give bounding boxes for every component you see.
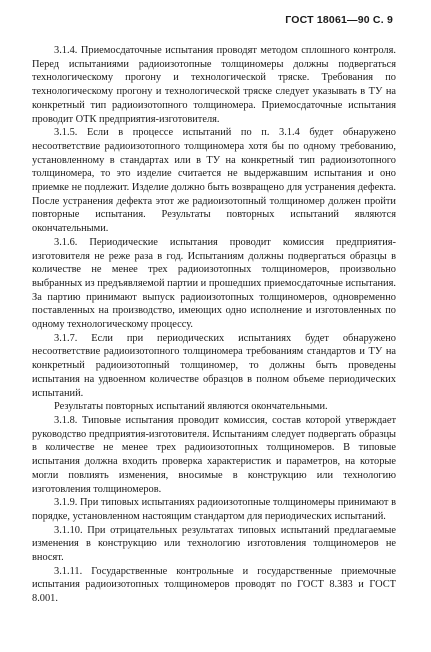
document-body (32, 44, 396, 606)
paragraph-3-1-4: 3.1.4. Приемосдаточные испытания проводят методом сплошного контроля. Перед испытаниями радиоизотопные толщиномеры должны подвергаться технологическому прогону и технологической тряске. Требования по технологическому прогону и технологической тряске следует указывать в ТУ на конкретный тип радиоизотопного толщиномера. Приемосдаточные испытания проводит ОТК предприятия-изготовителя. (32, 45, 396, 125)
paragraph-3-1-7-result: Результаты повторных испытаний являются окончательными. (54, 401, 328, 413)
paragraph-3-1-6: 3.1.6. Периодические испытания проводит комиссия предприятия-изготовителя не реже раза в год. Испытаниям должны подвергаться образцы в количестве не менее трех радиоизотопных толщиномеров, произвольно выбранных из предъявляемой партии и прошедших приемосдаточные испытания. За партию принимают выпуск радиоизотопных толщиномеров, одновременно поставленных на производство, имеющих одно исполнение и изготовленных по одному технологическому процессу. (32, 236, 396, 331)
paragraph-3-1-10: 3.1.10. При отрицательных результатах типовых испытаний предлагаемые изменения в конструкцию или технологию изготовления толщиномеров не вносят. (32, 524, 396, 564)
paragraph-3-1-8: 3.1.8. Типовые испытания проводит комиссия, состав которой утверждает руководство предприятия-изготовителя. Испытаниям следует подвергать образцы в количестве не менее трех радиоизотопных толщиномеров. В типовые испытания должна входить проверка характеристик и параметров, на которые могли повлиять изменения, вносимые в конструкцию или технологию изготовления толщиномеров. (32, 414, 396, 495)
paragraph-3-1-7: 3.1.7. Если при периодических испытаниях будет обнаружено несоответствие радиоизотопного толщиномера требованиям стандартов и ТУ на конкретный радиоизотопный толщиномер, то должны быть проведены испытания на удвоенном количестве образцов в полном объеме периодических испытаний. (32, 332, 396, 399)
paragraph-3-1-9: 3.1.9. При типовых испытаниях радиоизотопные толщиномеры принимают в порядке, установленном настоящим стандартом для периодических испытаний. (32, 497, 396, 522)
paragraph-3-1-11: 3.1.11. Государственные контрольные и государственные приемочные испытания радиоизотопных толщиномеров проводят по ГОСТ 8.383 и ГОСТ 8.001. (32, 565, 396, 605)
paragraph-3-1-5: 3.1.5. Если в процессе испытаний по п. 3.1.4 будет обнаружено несоответствие радиоизотопного толщиномера хотя бы по одному требованию, установленному в стандартах или в ТУ на конкретный тип радиоизотопного толщиномера, то это изделие считается не выдержавшим испытания и оно приемке не подлежит. Изделие должно быть возвращено для устранения дефекта. После устранения дефекта этот же радиоизотопный толщиномер должен пройти повторные испытания. Результаты повторных испытаний являются окончательными. (32, 127, 396, 235)
page-header: ГОСТ 18061—90 С. 9 (285, 14, 393, 26)
